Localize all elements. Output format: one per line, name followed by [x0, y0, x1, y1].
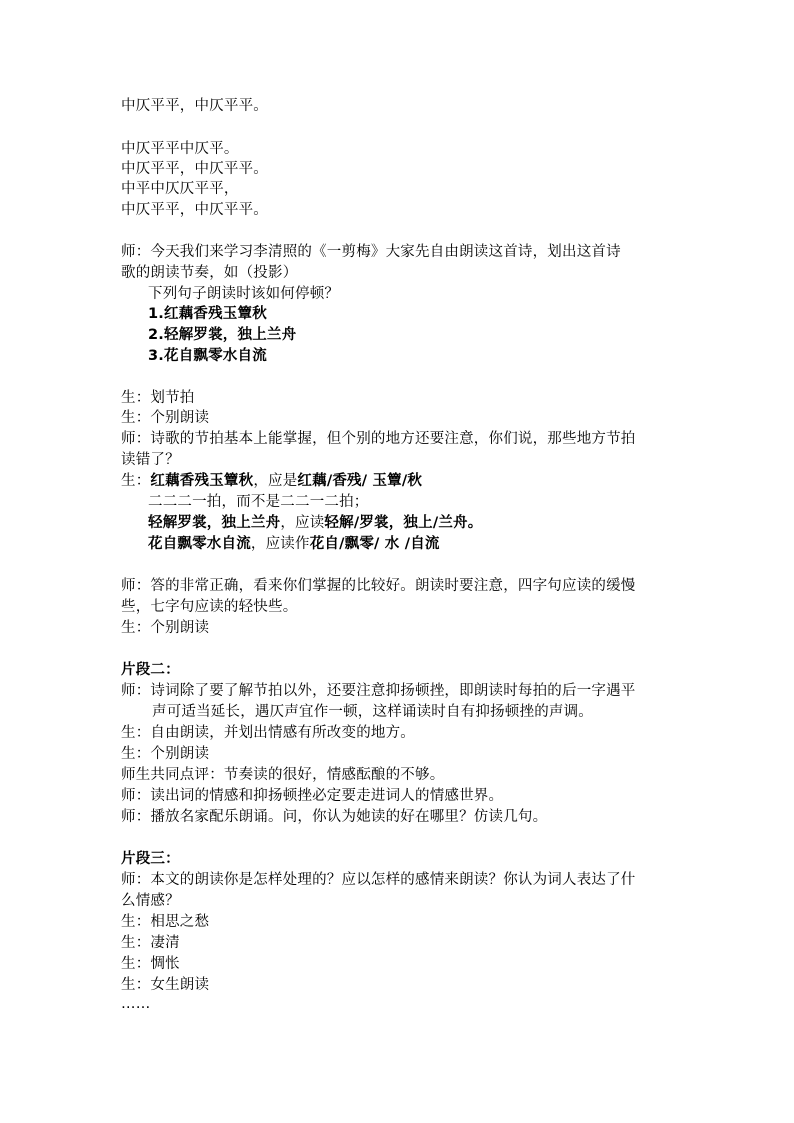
meter-line-3: 中仄平平，中仄平平。 — [121, 161, 268, 177]
question-item-2: 2.轻解罗裳，独上兰舟 — [148, 327, 297, 343]
teacher-line: 师：读出词的情感和抑扬顿挫必定要走进词人的情感世界。 — [121, 788, 504, 804]
student-answer-3 — [148, 534, 440, 555]
rhythm-note: 二二二一拍，而不是二二一二拍； — [148, 494, 369, 510]
teacher-line-cont: 些，七字句应读的轻快些。 — [121, 599, 298, 615]
teacher-line: 师：诗词除了要了解节拍以外，还要注意抑扬顿挫，即朗读时每拍的后一字遇平 — [121, 683, 636, 699]
teacher-line-cont: 读错了？ — [121, 452, 180, 468]
question-prompt: 下列句子朗读时该如何停顿？ — [148, 286, 340, 302]
student-line: 生：凄清 — [121, 935, 180, 951]
section-heading-2: 片段二： — [121, 662, 180, 678]
verse-text: 轻解罗裳，独上兰舟 — [148, 515, 281, 531]
student-line: 生：女生朗读 — [121, 977, 210, 993]
student-line: 生：个别朗读 — [121, 410, 210, 426]
question-item-3: 3.花自飘零水自流 — [148, 348, 267, 364]
student-answer-1 — [121, 471, 422, 492]
meter-line-1: 中仄平平，中仄平平。 — [121, 98, 268, 114]
teacher-line: 师：本文的朗读你是怎样处理的？应以怎样的感情来朗读？你认为词人表达了什 — [121, 872, 636, 888]
teacher-intro-cont: 歌的朗读节奏，如（投影） — [121, 265, 298, 281]
verse-rhythm: 轻解/罗裳，独上/兰舟。 — [324, 515, 483, 531]
verse-rhythm: 红藕/香残/ 玉簟/秋 — [297, 473, 423, 489]
teacher-intro: 师：今天我们来学习李清照的《一剪梅》大家先自由朗读这首诗，划出这首诗 — [121, 244, 621, 260]
student-line: 生：个别朗读 — [121, 746, 210, 762]
teacher-line: 师：播放名家配乐朗诵。问，你认为她读的好在哪里？仿读几句。 — [121, 809, 548, 825]
student-line: 生：划节拍 — [121, 390, 195, 406]
student-line: 生：相思之愁 — [121, 914, 210, 930]
student-line: 生：自由朗读，并划出情感有所改变的地方。 — [121, 725, 415, 741]
answer-connector: ，应读作 — [250, 536, 310, 552]
question-item-1: 1.红藕香残玉簟秋 — [148, 306, 267, 322]
section-heading-3: 片段三： — [121, 851, 180, 867]
meter-line-5: 中仄平平，中仄平平。 — [121, 202, 268, 218]
verse-text: 花自飘零水自流 — [148, 536, 251, 552]
teacher-line-cont: 声可适当延长，遇仄声宜作一顿，这样诵读时自有抑扬顿挫的声调。 — [152, 704, 593, 720]
verse-text: 红藕香残玉簟秋 — [150, 473, 254, 489]
teacher-line-cont: 么情感？ — [121, 893, 180, 909]
meter-line-2: 中仄平平中仄平。 — [121, 141, 239, 157]
student-line: 生：个别朗读 — [121, 620, 210, 636]
meter-line-4: 中平中仄仄平平， — [121, 181, 239, 197]
student-answer-2 — [148, 513, 482, 534]
student-line: 生：惆怅 — [121, 956, 180, 972]
teacher-line: 师：诗歌的节拍基本上能掌握，但个别的地方还要注意，你们说，那些地方节拍 — [121, 431, 636, 447]
joint-comment: 师生共同点评：节奏读的很好，情感酝酿的不够。 — [121, 767, 445, 783]
verse-rhythm: 花自/飘零/ 水 /自流 — [309, 536, 440, 552]
answer-connector: ，应是 — [253, 473, 298, 489]
teacher-line: 师：答的非常正确，看来你们掌握的比较好。朗读时要注意，四字句应读的缓慢 — [121, 578, 636, 594]
ellipsis: …… — [121, 996, 151, 1012]
speaker-label: 生： — [121, 473, 151, 489]
answer-connector: ，应读 — [280, 515, 325, 531]
